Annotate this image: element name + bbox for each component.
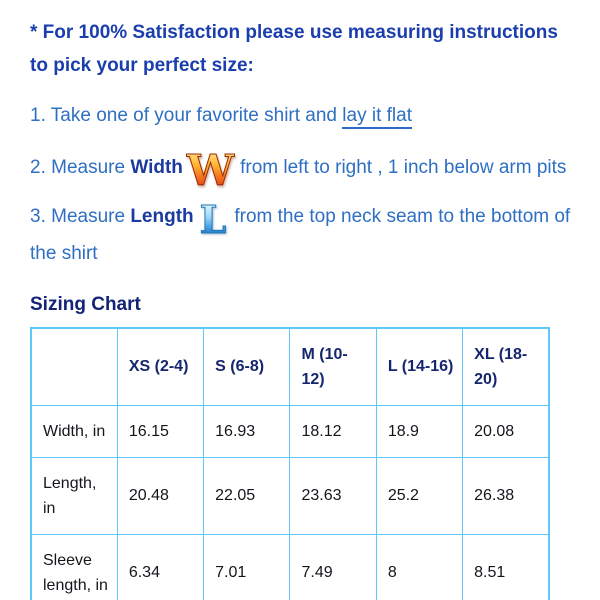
header-cell-empty xyxy=(31,328,117,406)
satisfaction-note-line1: * For 100% Satisfaction please use measuring instructions xyxy=(30,22,558,43)
satisfaction-note-line2: to pick your perfect size: xyxy=(30,55,254,76)
sizing-chart-table xyxy=(30,327,550,600)
step3-line2-text: the shirt xyxy=(30,242,98,264)
header-cell-l: L (14-16) xyxy=(376,328,462,406)
width-bold-word: Width xyxy=(130,157,183,178)
table-row-width xyxy=(31,405,549,457)
width-letter-icon: W xyxy=(186,146,235,195)
table-header-row xyxy=(31,328,549,406)
length-bold-word: Length xyxy=(130,205,194,227)
step2-text: 2. Measure xyxy=(30,157,131,178)
row-label-width: Width, in xyxy=(31,405,117,457)
sleeve-xs-value: 6.34 xyxy=(117,534,203,600)
length-xl-value: 26.38 xyxy=(463,457,549,534)
length-l-value: 25.2 xyxy=(376,457,462,534)
lay-it-flat-underlined-text: lay it flat xyxy=(342,105,412,129)
table-row-length xyxy=(31,457,549,534)
row-label-length: Length, in xyxy=(31,457,117,534)
width-xl-value: 20.08 xyxy=(463,405,549,457)
instruction-step-1 xyxy=(30,104,572,128)
step3-suffix-text: from the top neck seam to the bottom of xyxy=(234,205,571,227)
width-m-value: 18.12 xyxy=(290,405,376,457)
width-s-value: 16.93 xyxy=(204,405,290,457)
header-cell-xs: XS (2-4) xyxy=(117,328,203,406)
header-cell-m: M (10-12) xyxy=(290,328,376,406)
header-cell-s: S (6-8) xyxy=(204,328,290,406)
header-cell-xl: XL (18-20) xyxy=(463,328,549,406)
satisfaction-note xyxy=(30,16,572,82)
instruction-step-3 xyxy=(30,196,572,270)
row-label-sleeve-length: Sleeve length, in xyxy=(31,534,117,600)
length-xs-value: 20.48 xyxy=(117,457,203,534)
sleeve-xl-value: 8.51 xyxy=(463,534,549,600)
step2-suffix-text: from left to right , 1 inch below arm pits xyxy=(240,157,567,178)
instruction-step-2 xyxy=(30,146,572,195)
length-m-value: 23.63 xyxy=(290,457,376,534)
width-xs-value: 16.15 xyxy=(117,405,203,457)
sizing-chart-heading: Sizing Chart xyxy=(30,293,141,315)
step1-text: 1. Take one of your favorite shirt and xyxy=(30,105,343,126)
length-letter-icon: L xyxy=(199,196,227,242)
sleeve-l-value: 8 xyxy=(376,534,462,600)
sleeve-s-value: 7.01 xyxy=(204,534,290,600)
sleeve-m-value: 7.49 xyxy=(290,534,376,600)
width-l-value: 18.9 xyxy=(376,405,462,457)
step3-text: 3. Measure xyxy=(30,205,131,227)
length-s-value: 22.05 xyxy=(204,457,290,534)
table-row-sleeve-length xyxy=(31,534,549,600)
